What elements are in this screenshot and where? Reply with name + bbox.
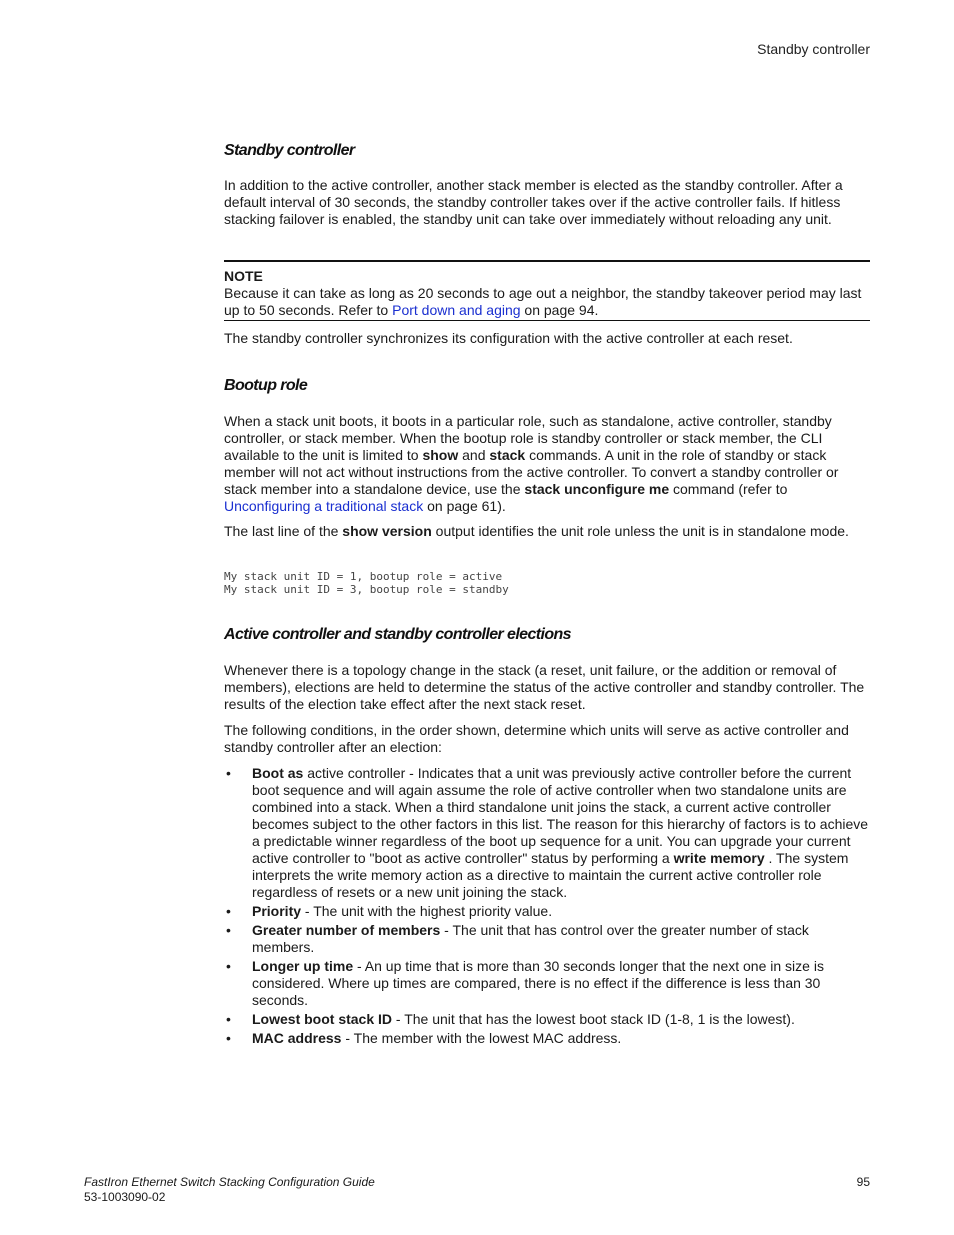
text-run: command (refer to [669,481,788,497]
note-text [224,285,870,319]
running-head: Standby controller [757,41,870,57]
bullet-icon: • [226,903,231,919]
list-item-lowest-boot-stack-id [224,1011,870,1028]
bootup-role-paragraph [224,413,870,515]
footer-page-number: 95 [856,1175,870,1189]
note-box [224,260,870,321]
text-run: The last line of the [224,523,343,539]
cmd-show: show [422,447,459,463]
cmd-write-memory: write memory [673,850,765,866]
standby-intro-paragraph: In addition to the active controller, another stack member is elected as the standby controller. After a default interval of 30 seconds, the standby controller takes over if the active controller fails. If hitless stacking failover is enabled, the standby unit can take over immediately without reloading any unit. [224,177,843,227]
bullet-icon: • [226,922,231,938]
text-run: and [458,447,490,463]
cmd-show-version: show version [342,523,432,539]
text-run: - An up time that is more than 30 seconds longer that the next one in size is considered. Where up times are compared, there is no effect if the difference is less than 30 seconds. [252,958,824,1008]
list-item-priority [224,903,870,920]
list-item-greater-members [224,922,870,956]
list-item-longer-up-time [224,958,870,1009]
text-run: - The unit that has the lowest boot stack ID (1-8, 1 is the lowest). [392,1011,795,1027]
list-item-boot-as [224,765,870,901]
term: Lowest boot stack ID [252,1011,393,1027]
code-block [224,570,870,596]
text-run: commands. A unit in the role of standby or stack member will not act without instructions from the active controller. To convert a standby controller or stack member into a standalone device, use the [224,447,839,497]
code-line: My stack unit ID = 3, bootup role = standby [224,583,509,596]
text-run: - The member with the lowest MAC address. [341,1030,622,1046]
note-text-after: on page 94. [520,302,599,318]
term: Boot as [252,765,304,781]
footer-doc-info [84,1175,375,1205]
link-unconfiguring-traditional-stack[interactable]: Unconfiguring a traditional stack [224,498,424,514]
text-run: When a stack unit boots, it boots in a particular role, such as standalone, active controller, standby controller, or stack member. When the bootup role is standby controller or stack member, the CLI available to the unit is limited to [224,413,832,463]
text-run: - The unit that has control over the greater number of stack members. [252,922,809,955]
term: Priority [252,903,302,919]
text-run: on page 61). [423,498,506,514]
link-port-down-and-aging[interactable]: Port down and aging [392,302,521,318]
bullet-icon: • [226,1011,231,1027]
footer-doc-number: 53-1003090-02 [84,1190,166,1204]
bullet-icon: • [226,765,231,781]
footer-doc-title: FastIron Ethernet Switch Stacking Configuration Guide [84,1175,375,1189]
show-version-paragraph [224,523,870,540]
section-heading-elections: Active controller and standby controller elections [224,626,571,643]
note-text-before: Because it can take as long as 20 seconds to age out a neighbor, the standby takeover period may last up to 50 seconds. Refer to [224,285,862,318]
note-title: NOTE [224,268,263,284]
bullet-icon: • [226,958,231,974]
sync-paragraph: The standby controller synchronizes its configuration with the active controller at each reset. [224,330,793,346]
cmd-stack-unconfigure-me: stack unconfigure me [524,481,670,497]
cmd-stack: stack [489,447,526,463]
section-heading-bootup-role: Bootup role [224,377,308,394]
elections-paragraph-2: The following conditions, in the order shown, determine which units will serve as active controller and standby controller after an election: [224,722,849,755]
bullet-icon: • [226,1030,231,1046]
section-heading-standby-controller: Standby controller [224,142,355,159]
text-run: output identifies the unit role unless the unit is in standalone mode. [431,523,849,539]
text-run: active controller - Indicates that a unit was previously active controller before the current boot sequence and will again assume the role of active controller when two standalone units are combined into a stack. When a third standalone unit joins the stack, a current active controller becomes subject to the other factors in this list. The reason for this hierarchy of factors is to achieve a predictable winner regardless of the boot up sequence for a unit. You can upgrade your current active controller to "boot as active controller" status by performing a [252,765,869,866]
elections-paragraph-1: Whenever there is a topology change in the stack (a reset, unit failure, or the addition or removal of members), elections are held to determine the status of the active controller and standby controller. The results of the election take effect after the next stack reset. [224,662,865,712]
term: Greater number of members [252,922,441,938]
text-run: . The system interprets the write memory action as a directive to maintain the current active controller role regardless of resets or a new unit joining the stack. [252,850,849,900]
list-item-mac-address [224,1030,870,1047]
term: Longer up time [252,958,354,974]
election-factors-list [224,765,870,1049]
code-line: My stack unit ID = 1, bootup role = active [224,570,503,583]
term: MAC address [252,1030,342,1046]
text-run: - The unit with the highest priority value. [301,903,553,919]
